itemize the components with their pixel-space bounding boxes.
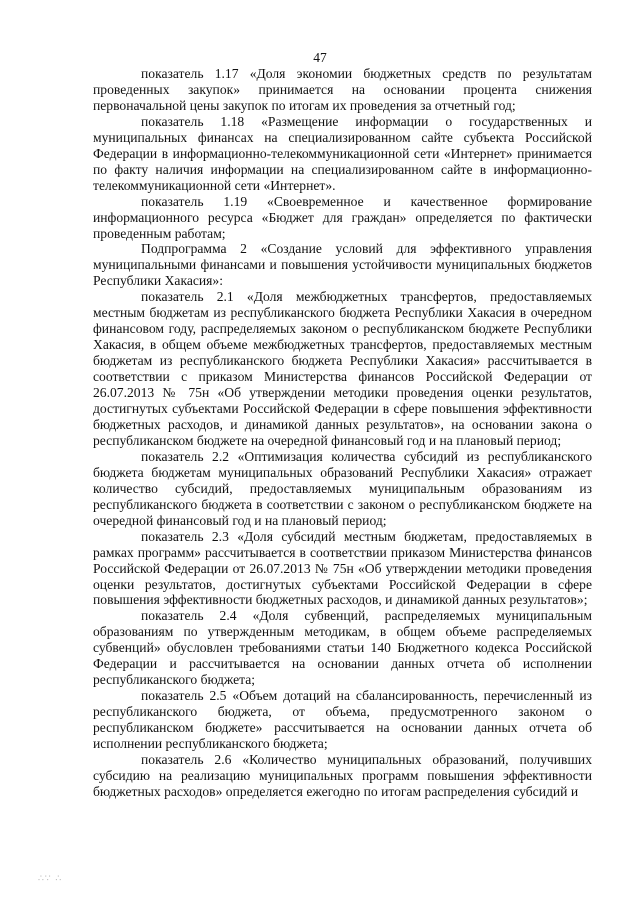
paragraph-indicator-1-18: показатель 1.18 «Размещение информации о государственных и муниципальных финансах на специализированном сайте субъекта Российской Федерации в информационно-телекоммуникационной сети «Интернет» принимается по факту наличия информации на специализированном сайте в информационно-телекоммуникационной сети «Интернет». xyxy=(93,113,592,193)
paragraph-indicator-2-4: показатель 2.4 «Доля субвенций, распределяемых муниципальным образованиям по утвержденным методикам, в общем объеме распределяемых субвенций» обусловлен требованиями статьи 140 Бюджетного кодекса Российской Федерации и рассчитывается на основании данных отчета об исполнении республиканского бюджета; xyxy=(93,608,592,688)
paragraph-indicator-2-5: показатель 2.5 «Объем дотаций на сбалансированность, перечисленный из республиканского бюджета, от объема, предусмотренного законом о республиканском бюджете» рассчитывается на основании данных отчета об исполнении республиканского бюджета; xyxy=(93,688,592,752)
paragraph-indicator-2-2: показатель 2.2 «Оптимизация количества субсидий из республиканского бюджета бюджетам муниципальных образований Республики Хакасия» отражает количество субсидий, предоставляемых муниципальным образованиям из республиканского бюджета в соответствии с законом о республиканском бюджете на очередной финансовый год и на плановый период; xyxy=(93,448,592,528)
paragraph-indicator-1-19: показатель 1.19 «Своевременное и качественное формирование информационного ресурса «Бюджет для граждан» определяется по фактически проведенным работам; xyxy=(93,193,592,241)
paragraph-indicator-2-1: показатель 2.1 «Доля межбюджетных трансфертов, предоставляемых местным бюджетам из республиканского бюджета Республики Хакасия в очередном финансовом году, распределяемых законом о республиканском бюджете Республики Хакасия, в общем объеме межбюджетных трансфертов, предоставляемых местным бюджетам из республиканского бюджета Республики Хакасия» рассчитывается в соответствии с приказом Министерства финансов Российской Федерации от 26.07.2013 № 75н «Об утверждении методики проведения оценки результатов, достигнутых субъектами Российской Федерации в сфере повышения эффективности бюджетных расходов, и динамикой данных результатов», на основании закона о республиканском бюджете на очередной финансовый год и на плановый период; xyxy=(93,289,592,448)
page-number: 47 xyxy=(313,50,327,65)
paragraph-indicator-2-6: показатель 2.6 «Количество муниципальных образований, получивших субсидию на реализацию муниципальных программ повышения эффективности бюджетных расходов» определяется ежегодно по итогам распределения субсидий и xyxy=(93,751,592,799)
body-text xyxy=(93,66,592,800)
paragraph-indicator-2-3: показатель 2.3 «Доля субсидий местным бюджетам, предоставляемых в рамках программ» рассчитывается в соответствии приказом Министерства финансов Российской Федерации от 26.07.2013 № 75н «Об утверждении методики проведения оценки результатов, достигнутых субъектами Российской Федерации в сфере повышения эффективности бюджетных расходов, и динамикой данных результатов»; xyxy=(93,528,592,608)
paragraph-subprogram-2: Подпрограмма 2 «Создание условий для эффективного управления муниципальными финансами и повышения устойчивости муниципальных бюджетов Республики Хакасия»: xyxy=(93,241,592,289)
paragraph-indicator-1-17: показатель 1.17 «Доля экономии бюджетных средств по результатам проведенных закупок» принимается на основании процента снижения первоначальной цены закупок по итогам их проведения за отчетный год; xyxy=(93,66,592,113)
scan-artifact: ∴∵ ∴ xyxy=(38,874,63,884)
